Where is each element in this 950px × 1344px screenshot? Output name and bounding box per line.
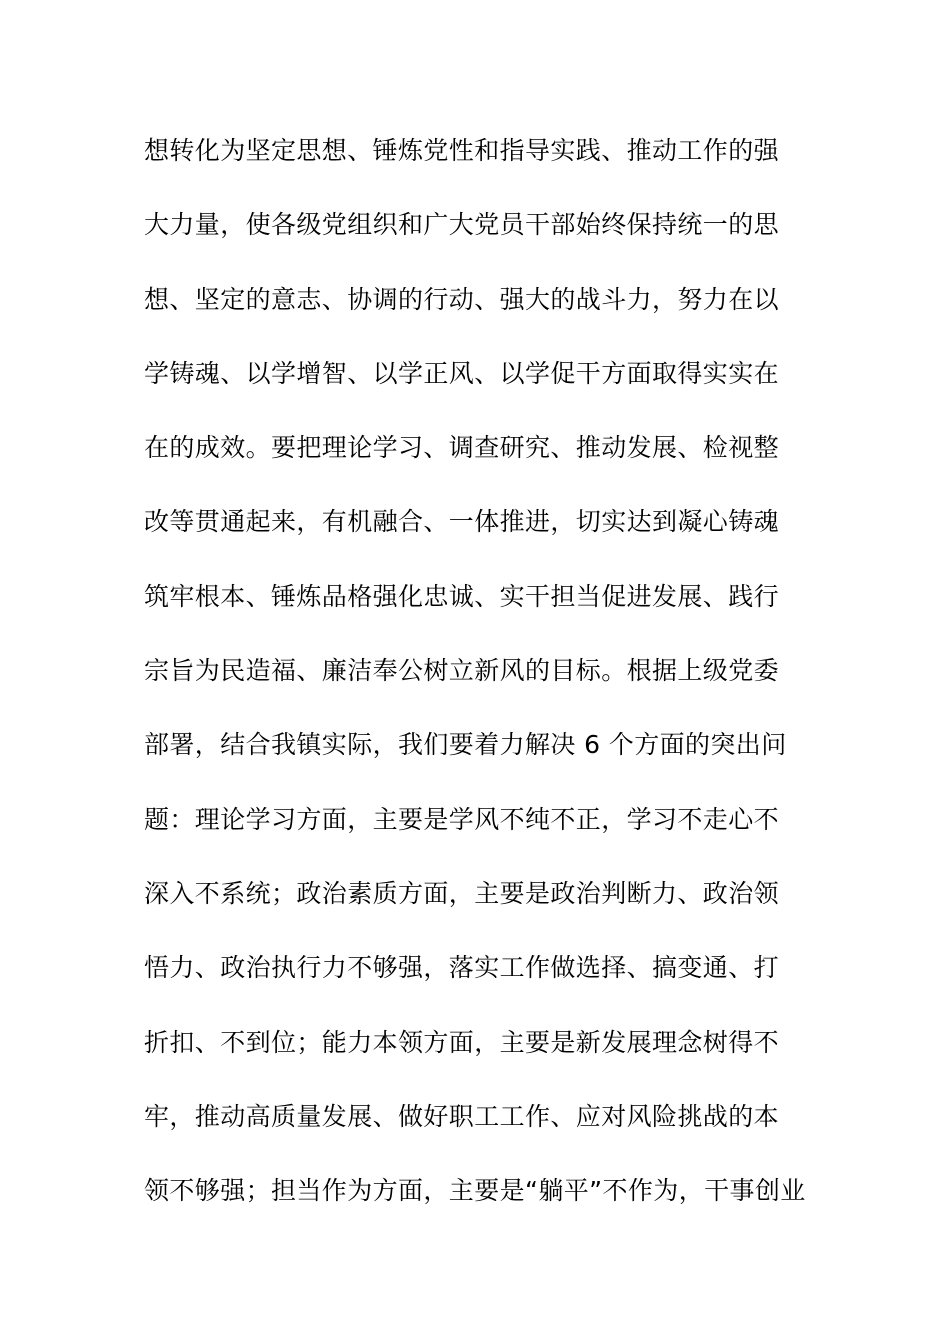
text-line-8: 宗旨为民造福、廉洁奉公树立新风的目标。根据上级党委 — [144, 656, 780, 686]
text-line-14: 牢，推动高质量发展、做好职工工作、应对风险挑战的本 — [144, 1101, 780, 1131]
text-line-3: 想、坚定的意志、协调的行动、强大的战斗力，努力在以 — [144, 284, 780, 314]
text-line-7: 筑牢根本、锤炼品格强化忠诚、实干担当促进发展、践行 — [144, 581, 780, 611]
text-line-4: 学铸魂、以学增智、以学正风、以学促干方面取得实实在 — [144, 358, 780, 388]
text-line-2: 大力量，使各级党组织和广大党员干部始终保持统一的思 — [144, 210, 780, 240]
text-line-9: 部署，结合我镇实际，我们要着力解决 6 个方面的突出问 — [144, 730, 787, 760]
text-line-1: 想转化为坚定思想、锤炼党性和指导实践、推动工作的强 — [144, 136, 780, 165]
body-text — [144, 130, 824, 1244]
text-line-15: 领不够强；担当作为方面，主要是“躺平”不作为，干事创业 — [144, 1176, 806, 1206]
text-line-13: 折扣、不到位；能力本领方面，主要是新发展理念树得不 — [144, 1027, 780, 1057]
text-line-6: 改等贯通起来，有机融合、一体推进，切实达到凝心铸魂 — [144, 507, 780, 537]
text-line-12: 悟力、政治执行力不够强，落实工作做选择、搞变通、打 — [144, 953, 780, 983]
text-line-5: 在的成效。要把理论学习、调查研究、推动发展、检视整 — [144, 433, 780, 463]
text-line-11: 深入不系统；政治素质方面，主要是政治判断力、政治领 — [144, 878, 780, 908]
text-line-10: 题：理论学习方面，主要是学风不纯不正，学习不走心不 — [144, 804, 780, 834]
